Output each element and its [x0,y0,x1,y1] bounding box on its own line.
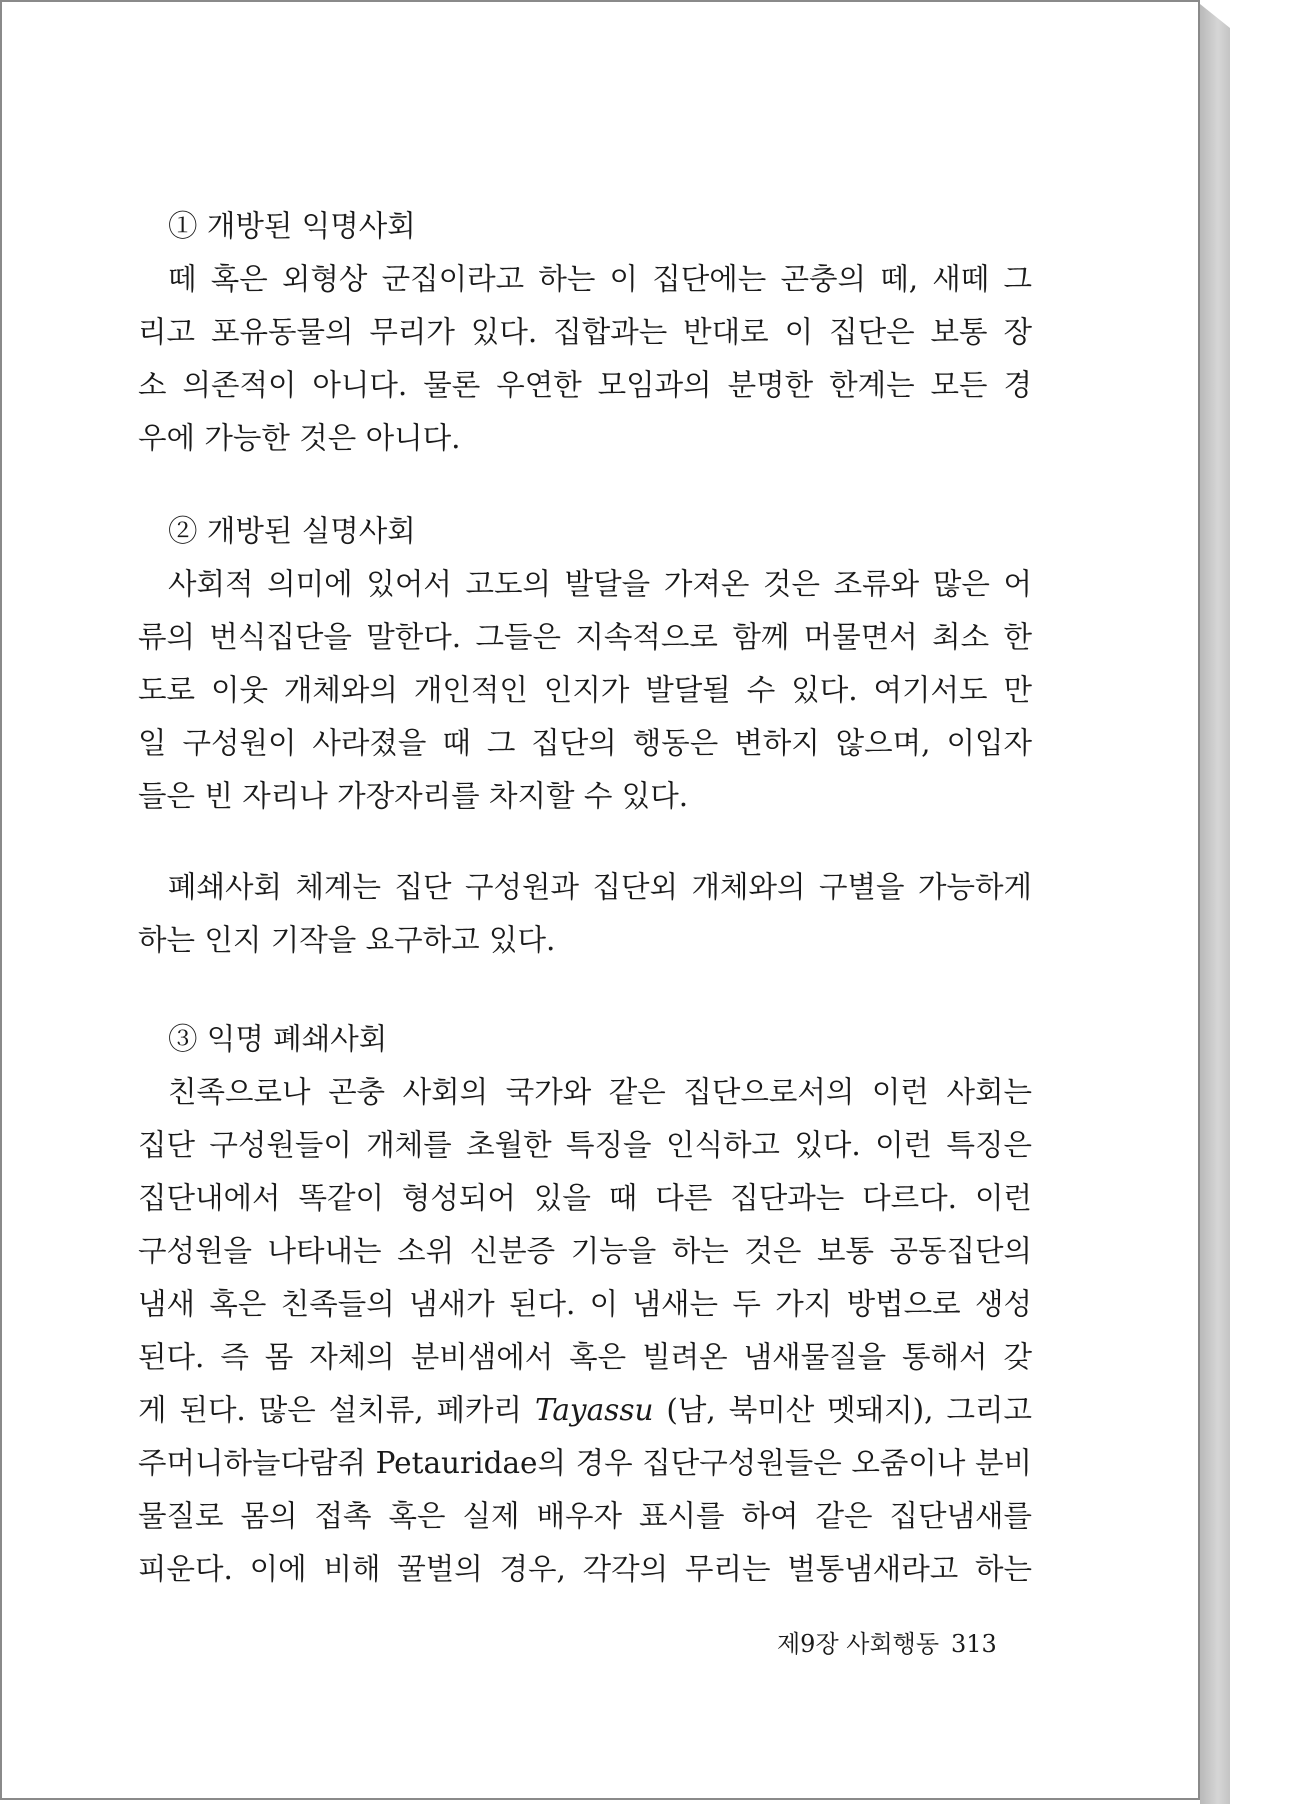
text-line: 들은 빈 자리나 가장자리를 차지할 수 있다. [138,779,689,813]
page-footer [777,1629,997,1659]
text-line-with-italic [138,1384,1032,1437]
text-line: 집단내에서 똑같이 형성되어 있을 때 다른 집단과는 다르다. 이런 [138,1181,1032,1215]
section-body-2 [138,558,1032,823]
page-number: 313 [951,1630,997,1658]
text-line: 일 구성원이 사라졌을 때 그 집단의 행동은 변하지 않으며, 이입자 [138,726,1032,760]
section-heading-1: ① 개방된 익명사회 [168,209,416,243]
text-line: 물질로 몸의 접촉 혹은 실제 배우자 표시를 하여 같은 집단냄새를 [138,1499,1032,1533]
text-line: 주머니하늘다람쥐 Petauridae의 경우 집단구성원들은 오줌이나 분비 [138,1446,1032,1480]
text-line: 리고 포유동물의 무리가 있다. 집합과는 반대로 이 집단은 보통 장 [138,315,1032,349]
section-heading-2: ② 개방된 실명사회 [168,514,416,548]
page-stack-edge [1200,4,1230,1804]
text-line: 냄새 혹은 친족들의 냄새가 된다. 이 냄새는 두 가지 방법으로 생성 [138,1287,1032,1321]
text-segment: 게 된다. 많은 설치류, 페카리 [138,1393,535,1427]
chapter-title: 제9장 사회행동 [777,1630,940,1658]
section-body-3 [138,1066,1032,1596]
section-body-1 [138,253,1032,465]
text-line: 피운다. 이에 비해 꿀벌의 경우, 각각의 무리는 벌통냄새라고 하는 [138,1552,1032,1586]
text-line: 도로 이웃 개체와의 개인적인 인지가 발달될 수 있다. 여기서도 만 [138,673,1032,707]
text-line: 떼 혹은 외형상 군집이라고 하는 이 집단에는 곤충의 떼, 새떼 그 [168,262,1032,296]
text-line: 류의 번식집단을 말한다. 그들은 지속적으로 함께 머물면서 최소 한 [138,620,1032,654]
text-line: 사회적 의미에 있어서 고도의 발달을 가져온 것은 조류와 많은 어 [168,567,1032,601]
text-line: 친족으로나 곤충 사회의 국가와 같은 집단으로서의 이런 사회는 [168,1075,1032,1109]
text-line: 폐쇄사회 체계는 집단 구성원과 집단외 개체와의 구별을 가능하게 [168,870,1032,904]
text-line: 된다. 즉 몸 자체의 분비샘에서 혹은 빌려온 냄새물질을 통해서 갖 [138,1340,1032,1374]
text-line: 하는 인지 기작을 요구하고 있다. [138,923,556,957]
text-line: 소 의존적이 아니다. 물론 우연한 모임과의 분명한 한계는 모든 경 [138,368,1032,402]
text-line: 구성원을 나타내는 소위 신분증 기능을 하는 것은 보통 공동집단의 [138,1234,1032,1268]
italic-genus-name: Tayassu [534,1393,654,1427]
closed-society-paragraph [138,861,1032,967]
text-line: 우에 가능한 것은 아니다. [138,421,461,455]
section-heading-3: ③ 익명 폐쇄사회 [168,1022,388,1056]
text-segment: (남, 북미산 멧돼지), 그리고 [653,1393,1032,1427]
text-line: 집단 구성원들이 개체를 초월한 특징을 인식하고 있다. 이런 특징은 [138,1128,1032,1162]
